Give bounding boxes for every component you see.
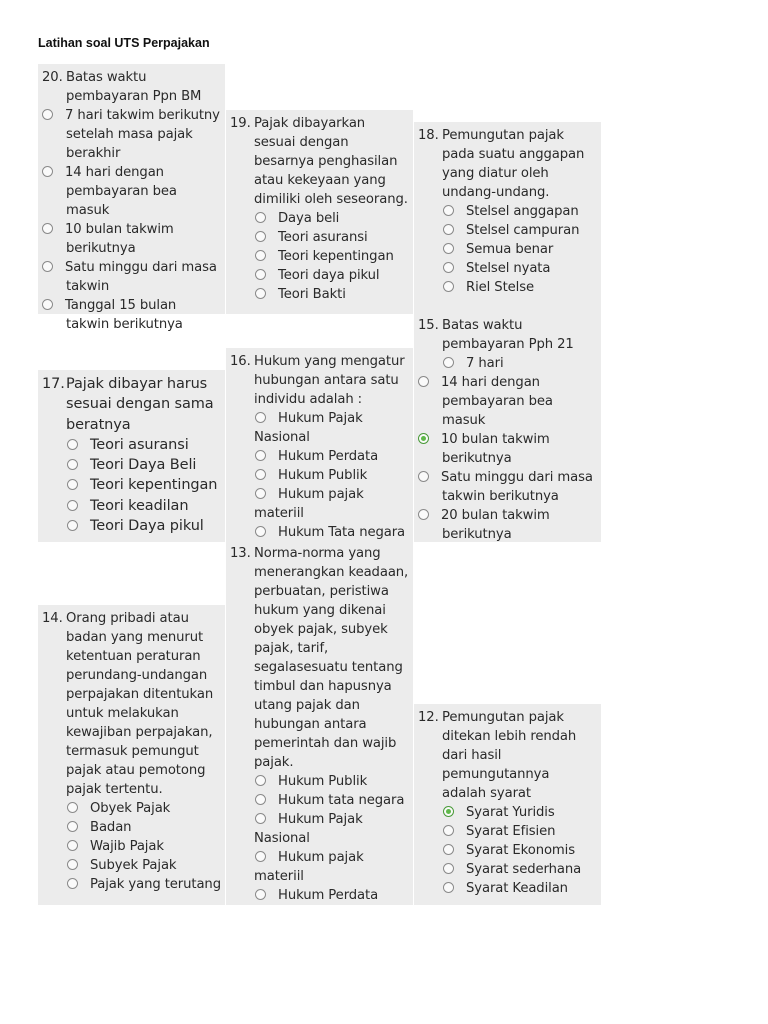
- question-17: [42, 374, 221, 435]
- radio-icon[interactable]: [255, 488, 266, 499]
- radio-icon[interactable]: [67, 802, 78, 813]
- question-text: Pemungutan pajak pada suatu anggapan yang diatur oleh undang-undang.: [442, 128, 585, 200]
- radio-icon[interactable]: [255, 851, 266, 862]
- radio-icon[interactable]: [443, 243, 454, 254]
- answer-option[interactable]: [66, 455, 221, 475]
- answer-option[interactable]: [254, 886, 409, 905]
- radio-icon[interactable]: [443, 205, 454, 216]
- radio-icon[interactable]: [67, 878, 78, 889]
- answer-option[interactable]: [66, 475, 221, 495]
- answer-option-label: Teori Bakti: [278, 287, 346, 302]
- radio-icon[interactable]: [67, 840, 78, 851]
- question-16: [230, 352, 409, 409]
- answer-option[interactable]: [42, 258, 221, 296]
- radio-icon[interactable]: [443, 357, 454, 368]
- radio-icon[interactable]: [255, 288, 266, 299]
- answer-option-label: Stelsel anggapan: [466, 204, 579, 219]
- answer-option[interactable]: [442, 221, 597, 240]
- question-card-17: [38, 370, 225, 542]
- answer-option-label: Teori keadilan: [90, 497, 189, 514]
- answer-option-label: Satu minggu dari masa takwin: [65, 260, 217, 294]
- answer-option-label: 14 hari dengan pembayaran bea masuk: [441, 375, 553, 428]
- answer-option[interactable]: [254, 848, 409, 886]
- answer-option[interactable]: [442, 240, 597, 259]
- answer-option-label: Badan: [90, 820, 132, 835]
- question-text: Pajak dibayar harus sesuai dengan sama beratnya: [66, 376, 214, 433]
- answer-options: [230, 772, 409, 905]
- radio-icon[interactable]: [42, 109, 53, 120]
- answer-options: [42, 435, 221, 536]
- answer-option-label: Teori asuransi: [90, 436, 189, 453]
- radio-icon[interactable]: [255, 212, 266, 223]
- radio-icon[interactable]: [42, 299, 53, 310]
- radio-icon[interactable]: [418, 471, 429, 482]
- answer-options: [42, 799, 221, 894]
- question-13: [230, 544, 409, 772]
- answer-option-label: Teori Daya pikul: [90, 518, 204, 535]
- answer-option[interactable]: [66, 875, 221, 894]
- radio-icon[interactable]: [67, 459, 78, 470]
- answer-option[interactable]: [442, 879, 597, 898]
- radio-icon[interactable]: [255, 526, 266, 537]
- question-card-15: [414, 312, 601, 542]
- answer-option[interactable]: [66, 837, 221, 856]
- answer-option-label: Daya beli: [278, 211, 340, 226]
- radio-icon[interactable]: [255, 412, 266, 423]
- radio-icon[interactable]: [255, 250, 266, 261]
- answer-option-label: Hukum pajak materiil: [254, 850, 364, 884]
- question-text: Batas waktu pembayaran Pph 21: [442, 318, 574, 352]
- question-14: [42, 609, 221, 799]
- answer-option[interactable]: [418, 468, 597, 506]
- answer-option[interactable]: [66, 799, 221, 818]
- answer-option[interactable]: [418, 373, 597, 430]
- answer-option-label: Wajib Pajak: [90, 839, 164, 854]
- radio-selected-icon[interactable]: [443, 806, 454, 817]
- radio-icon[interactable]: [67, 479, 78, 490]
- answer-option-label: Stelsel campuran: [466, 223, 580, 238]
- answer-option[interactable]: [254, 266, 409, 285]
- answer-option[interactable]: [254, 285, 409, 304]
- answer-option[interactable]: [254, 485, 409, 523]
- answer-option[interactable]: [254, 228, 409, 247]
- answer-option-label: Satu minggu dari masa takwin berikutnya: [441, 470, 593, 504]
- question-text: Batas waktu pembayaran Ppn BM: [66, 70, 202, 104]
- radio-icon[interactable]: [42, 261, 53, 272]
- question-card-13: [226, 540, 413, 905]
- answer-option-label: 10 bulan takwim berikutnya: [65, 222, 174, 256]
- radio-icon[interactable]: [255, 231, 266, 242]
- radio-icon[interactable]: [67, 520, 78, 531]
- answer-option[interactable]: [42, 296, 221, 334]
- answer-option[interactable]: [66, 496, 221, 516]
- answer-option-label: Hukum Publik: [278, 468, 368, 483]
- question-text: Pajak dibayarkan sesuai dengan besarnya penghasilan atau kekeyaan yang dimiliki oleh seseorang.: [254, 116, 408, 207]
- question-number: 19.: [230, 116, 251, 131]
- answer-option[interactable]: [442, 803, 597, 822]
- answer-option-label: Hukum Perdata: [278, 449, 379, 464]
- answer-option[interactable]: [442, 354, 597, 373]
- question-number: 15.: [418, 318, 439, 333]
- answer-options: [418, 803, 597, 898]
- answer-option[interactable]: [442, 860, 597, 879]
- question-number: 13.: [230, 546, 251, 561]
- answer-option-label: 10 bulan takwim berikutnya: [441, 432, 550, 466]
- answer-option[interactable]: [254, 466, 409, 485]
- answer-option[interactable]: [418, 430, 597, 468]
- answer-option-label: 20 bulan takwim berikutnya: [441, 508, 550, 542]
- question-20: [42, 68, 221, 106]
- answer-option[interactable]: [254, 810, 409, 848]
- document-title: Latihan soal UTS Perpajakan: [38, 36, 210, 50]
- answer-option-label: 14 hari dengan pembayaran bea masuk: [65, 165, 177, 218]
- answer-option-label: Teori kepentingan: [278, 249, 394, 264]
- question-card-20: [38, 64, 225, 332]
- question-text: Hukum yang mengatur hubungan antara satu individu adalah :: [254, 354, 405, 407]
- answer-option-label: Teori asuransi: [278, 230, 368, 245]
- answer-option[interactable]: [66, 856, 221, 875]
- question-text: Pemungutan pajak ditekan lebih rendah dari hasil pemungutannya adalah syarat: [442, 710, 577, 801]
- radio-icon[interactable]: [443, 825, 454, 836]
- question-card-16: [226, 348, 413, 542]
- radio-icon[interactable]: [443, 281, 454, 292]
- radio-icon[interactable]: [443, 882, 454, 893]
- question-12: [418, 708, 597, 803]
- question-number: 17.: [42, 376, 65, 392]
- question-card-19: [226, 110, 413, 314]
- answer-option[interactable]: [66, 435, 221, 455]
- answer-option-label: Subyek Pajak: [90, 858, 177, 873]
- answer-option-label: Riel Stelse: [466, 280, 534, 295]
- radio-icon[interactable]: [255, 775, 266, 786]
- answer-option-label: Syarat Efisien: [466, 824, 556, 839]
- answer-option[interactable]: [42, 220, 221, 258]
- radio-icon[interactable]: [42, 166, 53, 177]
- radio-icon[interactable]: [255, 813, 266, 824]
- question-text: Norma-norma yang menerangkan keadaan, perbuatan, peristiwa hukum yang dikenai obyek pajak, subyek pajak, tarif, segalasesuatu tentang timbul dan hapusnya utang pajak dan hubungan antara pemerintah dan wajib pajak.: [254, 546, 409, 770]
- answer-options: [230, 409, 409, 542]
- radio-icon[interactable]: [255, 469, 266, 480]
- question-card-18: [414, 122, 601, 312]
- answer-options: [418, 354, 597, 544]
- question-number: 12.: [418, 710, 439, 725]
- answer-option-label: Hukum Publik: [278, 774, 368, 789]
- question-card-14: [38, 605, 225, 905]
- answer-option[interactable]: [66, 516, 221, 536]
- answer-option-label: Pajak yang terutang: [90, 877, 221, 892]
- radio-icon[interactable]: [418, 376, 429, 387]
- radio-icon[interactable]: [255, 794, 266, 805]
- answer-option-label: Hukum pajak materiil: [254, 487, 364, 521]
- radio-icon[interactable]: [418, 509, 429, 520]
- answer-option-label: Syarat sederhana: [466, 862, 582, 877]
- answer-option[interactable]: [442, 841, 597, 860]
- answer-option[interactable]: [442, 278, 597, 297]
- question-number: 18.: [418, 128, 439, 143]
- question-number: 14.: [42, 611, 63, 626]
- radio-icon[interactable]: [67, 500, 78, 511]
- radio-icon[interactable]: [255, 889, 266, 900]
- answer-option-label: Teori daya pikul: [278, 268, 380, 283]
- question-number: 20.: [42, 70, 63, 85]
- answer-options: [230, 209, 409, 304]
- answer-option[interactable]: [418, 506, 597, 544]
- answer-options: [42, 106, 221, 334]
- answer-option-label: Teori kepentingan: [90, 477, 218, 494]
- answer-option[interactable]: [254, 409, 409, 447]
- radio-icon[interactable]: [67, 859, 78, 870]
- answer-option-label: Stelsel nyata: [466, 261, 551, 276]
- radio-icon[interactable]: [42, 223, 53, 234]
- answer-option[interactable]: [442, 202, 597, 221]
- answer-option-label: Teori Daya Beli: [90, 457, 197, 474]
- radio-selected-icon[interactable]: [418, 433, 429, 444]
- answer-option[interactable]: [442, 822, 597, 841]
- radio-icon[interactable]: [67, 821, 78, 832]
- answer-option-label: Syarat Yuridis: [466, 805, 555, 820]
- question-18: [418, 126, 597, 202]
- answer-option[interactable]: [254, 791, 409, 810]
- answer-option-label: Tanggal 15 bulan takwin berikutnya: [65, 298, 183, 332]
- answer-option-label: 7 hari: [466, 356, 504, 371]
- answer-option[interactable]: [254, 447, 409, 466]
- answer-option[interactable]: [254, 772, 409, 791]
- answer-option[interactable]: [42, 163, 221, 220]
- answer-option[interactable]: [254, 247, 409, 266]
- answer-option-label: Hukum tata negara: [278, 793, 405, 808]
- answer-option[interactable]: [254, 209, 409, 228]
- radio-icon[interactable]: [255, 269, 266, 280]
- question-19: [230, 114, 409, 209]
- radio-icon[interactable]: [255, 450, 266, 461]
- radio-icon[interactable]: [443, 262, 454, 273]
- question-number: 16.: [230, 354, 251, 369]
- answer-option-label: Hukum Pajak Nasional: [254, 411, 363, 445]
- question-text: Orang pribadi atau badan yang menurut ketentuan peraturan perundang-undangan perpajakan ditentukan untuk melakukan kewajiban perpajakan, termasuk pemungut pajak atau pemotong pajak tertentu.: [66, 611, 214, 797]
- answer-option[interactable]: [442, 259, 597, 278]
- answer-option-label: Syarat Keadilan: [466, 881, 568, 896]
- radio-icon[interactable]: [67, 439, 78, 450]
- radio-icon[interactable]: [443, 844, 454, 855]
- answer-option-label: Semua benar: [466, 242, 554, 257]
- answer-option-label: Syarat Ekonomis: [466, 843, 575, 858]
- answer-option-label: Hukum Perdata: [278, 888, 379, 903]
- question-15: [418, 316, 597, 354]
- answer-option-label: Hukum Tata negara: [278, 525, 406, 540]
- answer-option[interactable]: [66, 818, 221, 837]
- answer-option-label: Hukum Pajak Nasional: [254, 812, 363, 846]
- question-card-12: [414, 704, 601, 905]
- answer-option[interactable]: [42, 106, 221, 163]
- answer-options: [418, 202, 597, 297]
- answer-option-label: 7 hari takwim berikutny setelah masa pajak berakhir: [65, 108, 220, 161]
- answer-option-label: Obyek Pajak: [90, 801, 171, 816]
- radio-icon[interactable]: [443, 863, 454, 874]
- radio-icon[interactable]: [443, 224, 454, 235]
